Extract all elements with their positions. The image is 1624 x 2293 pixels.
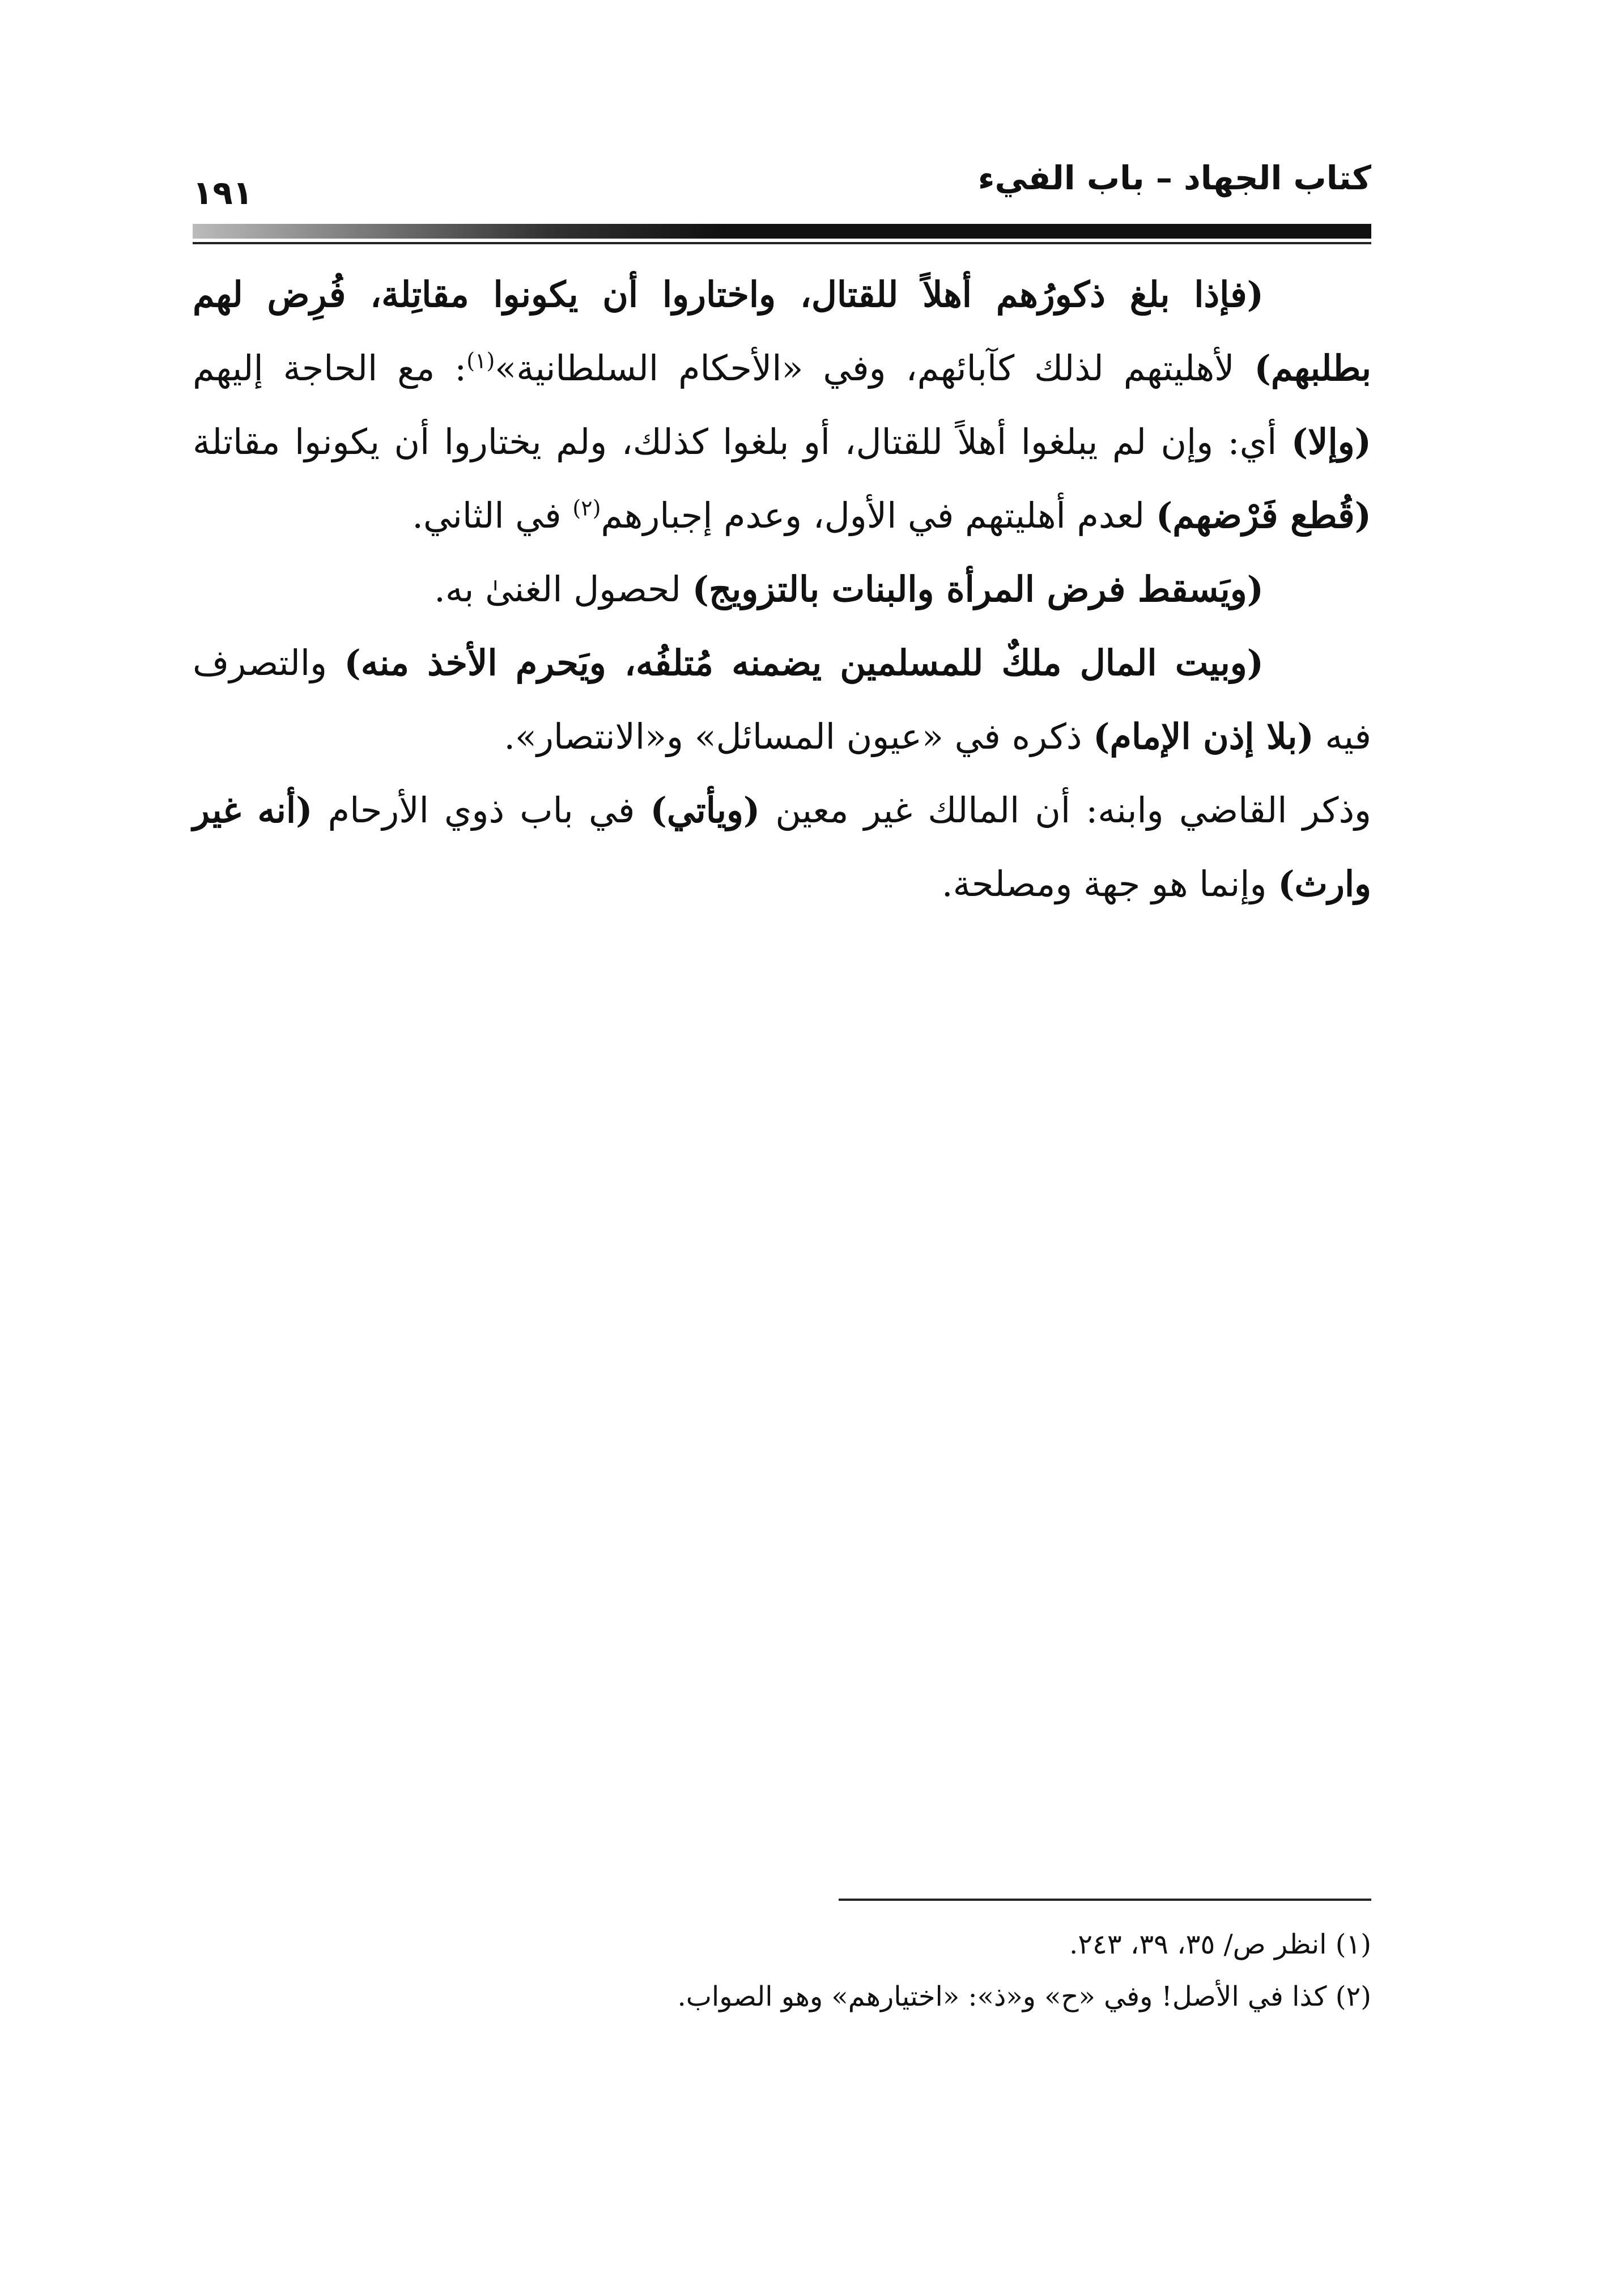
matn-text: (وبيت المال ملكٌ للمسلمين يضمنه مُتلفُه، ويَحرم الأخذ منه) (344, 642, 1264, 683)
footnote-2: (٢) كذا في الأصل! وفي «ح» و«ذ»: «اختيارهم» وهو الصواب. (677, 1981, 1371, 2012)
sharh-text: والتصرف فيه (193, 642, 1371, 757)
sharh-text: وإنما هو جهة ومصلحة. (941, 863, 1278, 905)
main-text (193, 258, 1371, 921)
matn-text: (بلا إذن الإمام) (1093, 716, 1314, 757)
sharh-text: في الثاني. (412, 495, 573, 536)
matn-text: (ويَسقط فرض المرأة والبنات بالتزويج) (692, 568, 1264, 610)
page-header (193, 153, 1371, 221)
sharh-text: ذكره في «عيون المسائل» و«الانتصار». (504, 716, 1094, 757)
sharh-text: في باب ذوي الأرحام (312, 789, 651, 831)
matn-text: (قُطع فَرْضهم) (1155, 495, 1371, 536)
sharh-text: لأهليتهم لذلك كآبائهم، وفي «الأحكام السلطانية» (495, 347, 1255, 389)
matn-text: (وإلا) (1291, 421, 1371, 462)
footnote-ref-2[interactable]: (٢) (572, 495, 601, 521)
paragraph-2 (193, 553, 1371, 626)
sharh-text: : مع الحاجة إليهم (193, 347, 467, 389)
sharh-text: وذكر القاضي وابنه: أن المالك غير معين (760, 789, 1371, 831)
paragraph-1 (193, 258, 1371, 553)
paragraph-4 (193, 774, 1371, 921)
matn-text: (أنه غير وارث) (193, 789, 1371, 905)
sharh-text: أي: وإن لم يبلغوا أهلاً للقتال، أو بلغوا كذلك، ولم يختاروا أن يكونوا مقاتلة (193, 421, 1291, 462)
sharh-text: لعدم أهليتهم في الأول، وعدم إجبارهم (601, 495, 1156, 536)
header-rule (193, 224, 1371, 239)
footnotes (193, 1918, 1371, 2023)
matn-text: (فإذا بلغ ذكورُهم أهلاً للقتال، واختاروا أن يكونوا مقاتِلة، فُرِض لهم بطلبهم) (193, 274, 1372, 389)
page-number: ١٩١ (193, 173, 253, 212)
paragraph-3 (193, 626, 1371, 774)
running-title: كتاب الجهاد – باب الفيء (977, 159, 1371, 197)
footnote-separator (839, 1899, 1371, 1901)
footnote-ref-1[interactable]: (١) (466, 348, 495, 373)
footnote-1: (١) انظر ص/ ٣٥، ٣٩، ٢٤٣. (1069, 1929, 1371, 1960)
header-rule-thin (193, 242, 1371, 244)
sharh-text: لحصول الغنىٰ به. (434, 568, 692, 610)
matn-text: (ويأتي) (650, 789, 760, 831)
